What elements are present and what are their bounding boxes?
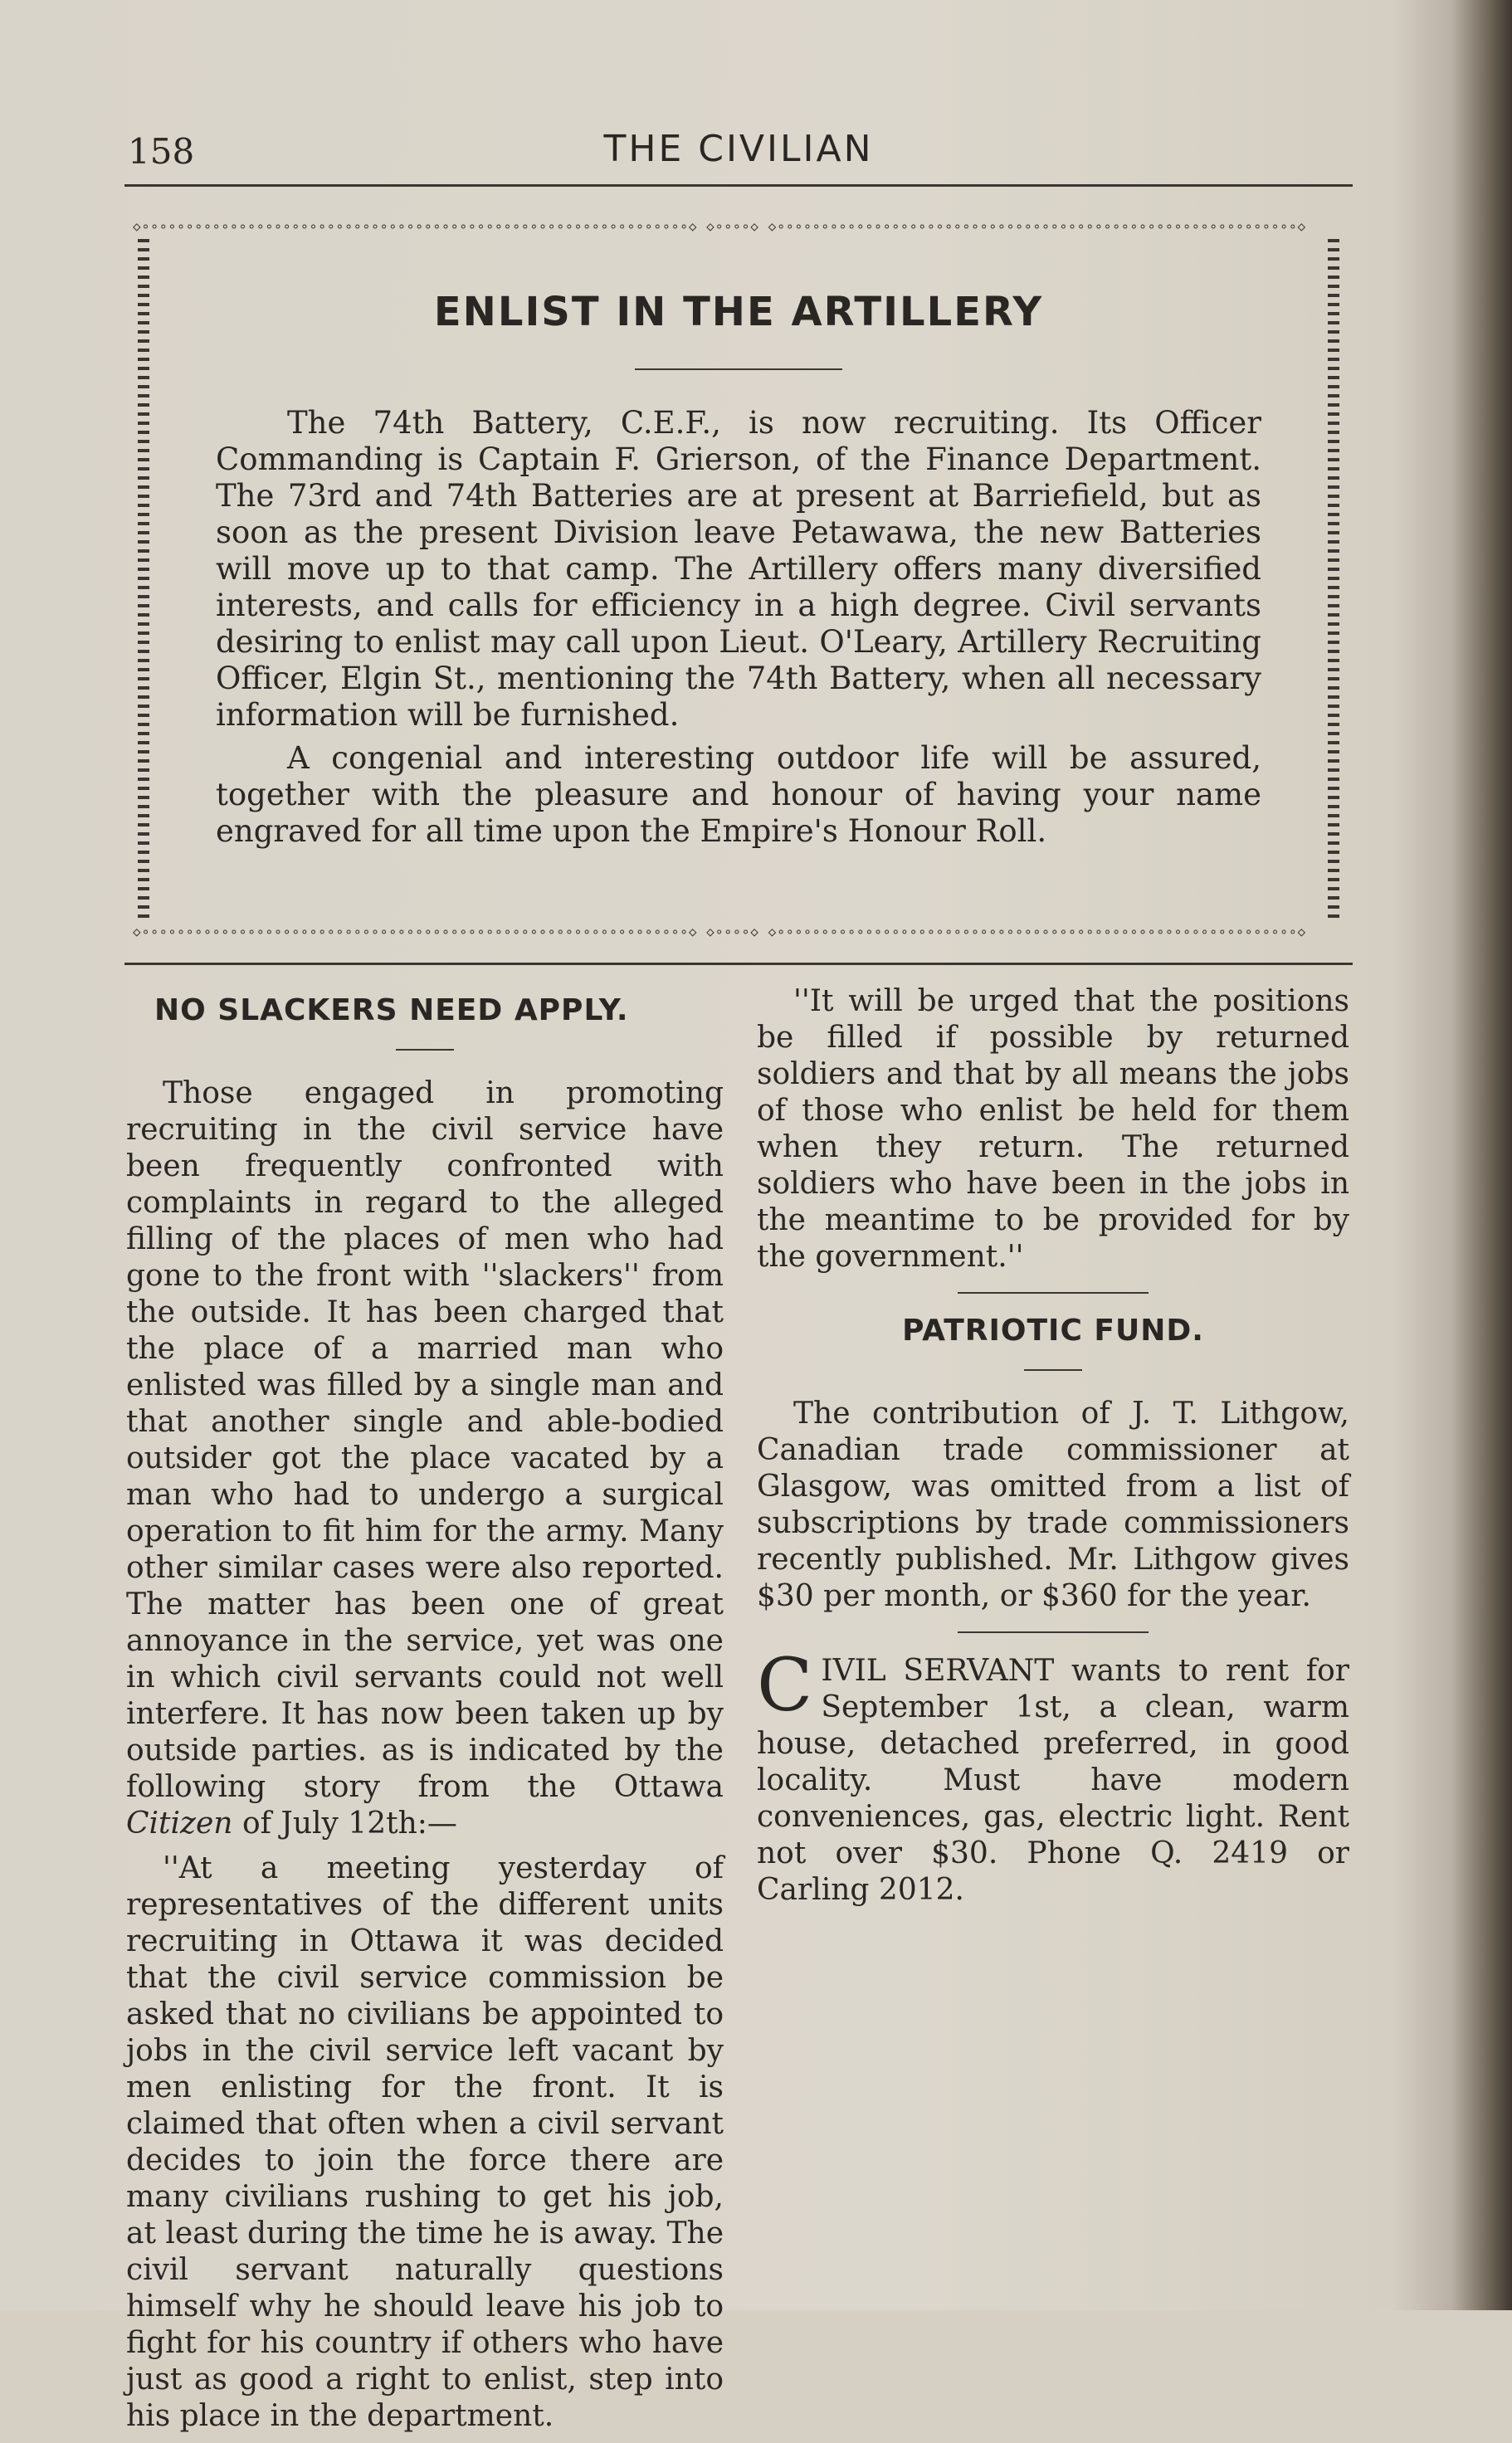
running-title: THE CIVILIAN — [603, 128, 874, 170]
slackers-text: Those engaged in promoting recruiting in the civil service have been frequently confronted with complaints in regard to the alleged filling of the places of men who had gone to the front with ''slackers'' from the outside. It has been charged that the place of a married man who enlisted was filled by a single man and that another single and able-bodied outsider got the place vacated by a man who had to undergo a surgical operation to fit him for the army. Many other similar cases were also reported. The matter has been one of great annoyance in the service, yet was one in which civil servants could not well interfere. It has now been taken up by outside parties. as is indicated by the following story from the Ottawa — [126, 1076, 724, 1804]
ornamental-border-right — [1328, 239, 1339, 919]
slackers-quote: ''At a meeting yesterday of representatives of the different units recruiting in Ottawa it was decided that the civil service commission be asked that no civilians be appointed to jobs in the civil service left vacant by men enlisting for the front. It is claimed that often when a civil servant decides to join the force there are many civilians rushing to get his job, at least during the time he is away. The civil servant naturally questions himself why he should leave his job to fight for his country if others who have just as good a right to enlist, step into his place in the department. — [126, 1851, 724, 2433]
page-header — [124, 124, 1353, 184]
patriotic-paragraph: The contribution of J. T. Lithgow, Canadian trade commissioner at Glasgow, was omitted from a list of subscriptions by trade commissioners recently published. Mr. Lithgow gives $30 per month, or $360 for the year. — [757, 1397, 1349, 1613]
patriotic-title: PATRIOTIC FUND. — [902, 1314, 1204, 1348]
enlist-content — [216, 289, 1261, 856]
section-rule — [124, 963, 1353, 965]
separator-rule — [958, 1292, 1149, 1294]
slackers-paragraph — [126, 1075, 724, 1842]
enlist-box — [133, 214, 1344, 944]
enlist-body — [216, 405, 1261, 850]
enlist-title: ENLIST IN THE ARTILLERY — [433, 289, 1044, 335]
header-rule — [124, 184, 1353, 187]
drop-cap: C — [757, 1642, 813, 1728]
newspaper-name: Citizen — [126, 1807, 233, 1841]
separator-rule — [958, 1631, 1149, 1633]
slackers-text-end: of July 12th:— — [232, 1807, 457, 1841]
ad-text: IVIL SERVANT wants to rent for September 1st, a clean, warm house, detached preferred, in good locality. Must have modern conveniences, gas, electric light. Rent not over $30. Phone Q. 2419 or Carling 2012. — [757, 1654, 1349, 1907]
slackers-quote-cont: ''It will be urged that the positions be filled if possible by returned soldiers and that by all means the jobs of those who enlist be held for them when they return. The returned soldiers who have been in the jobs in the meantime to be provided for by the government.'' — [757, 984, 1349, 1274]
heading-rule — [396, 1049, 454, 1051]
title-rule — [635, 368, 842, 370]
ornamental-border-left — [138, 239, 149, 919]
enlist-paragraph: A congenial and interesting outdoor life will be assured, together with the pleasure and honour of having your name engraved for all time upon the Empire's Honour Roll. — [216, 740, 1261, 849]
left-column — [126, 983, 724, 2443]
heading-rule — [1024, 1369, 1082, 1371]
ornamental-border-bottom: ◇∘∘∘∘∘∘∘∘∘∘∘∘∘∘∘∘∘∘∘∘∘∘∘∘∘∘∘∘∘∘∘∘∘∘∘∘∘∘∘∘∘∘∘∘∘∘∘∘∘∘∘∘∘∘∘∘∘∘∘∘∘∘◇ ◇∘∘∘∘◇ ◇∘∘∘∘∘∘∘∘∘∘∘∘∘∘∘∘∘∘∘∘∘∘∘∘∘∘∘∘∘∘∘∘∘∘∘∘∘∘∘∘∘∘∘∘∘∘∘∘∘∘∘∘∘∘∘∘∘∘∘◇ — [133, 924, 1307, 939]
right-column — [757, 983, 1349, 1917]
enlist-paragraph: The 74th Battery, C.E.F., is now recruiting. Its Officer Commanding is Captain F. Grierson, of the Finance Department. The 73rd and 74th Batteries are at present at Barriefield, but as soon as the present Division leave Petawawa, the new Batteries will move up to that camp. The Artillery offers many diversified interests, and calls for efficiency in a high degree. Civil servants desiring to enlist may call upon Lieut. O'Leary, Artillery Recruiting Officer, Elgin St., mentioning the 74th Battery, when all necessary information will be furnished. — [216, 405, 1261, 733]
ornamental-border-top: ◇∘∘∘∘∘∘∘∘∘∘∘∘∘∘∘∘∘∘∘∘∘∘∘∘∘∘∘∘∘∘∘∘∘∘∘∘∘∘∘∘∘∘∘∘∘∘∘∘∘∘∘∘∘∘∘∘∘∘∘∘∘∘◇ ◇∘∘∘∘◇ ◇∘∘∘∘∘∘∘∘∘∘∘∘∘∘∘∘∘∘∘∘∘∘∘∘∘∘∘∘∘∘∘∘∘∘∘∘∘∘∘∘∘∘∘∘∘∘∘∘∘∘∘∘∘∘∘∘∘∘∘◇ — [133, 218, 1307, 234]
slackers-title: NO SLACKERS NEED APPLY. — [154, 993, 629, 1027]
page-number: 158 — [128, 131, 195, 172]
classified-ad — [757, 1642, 1349, 1909]
